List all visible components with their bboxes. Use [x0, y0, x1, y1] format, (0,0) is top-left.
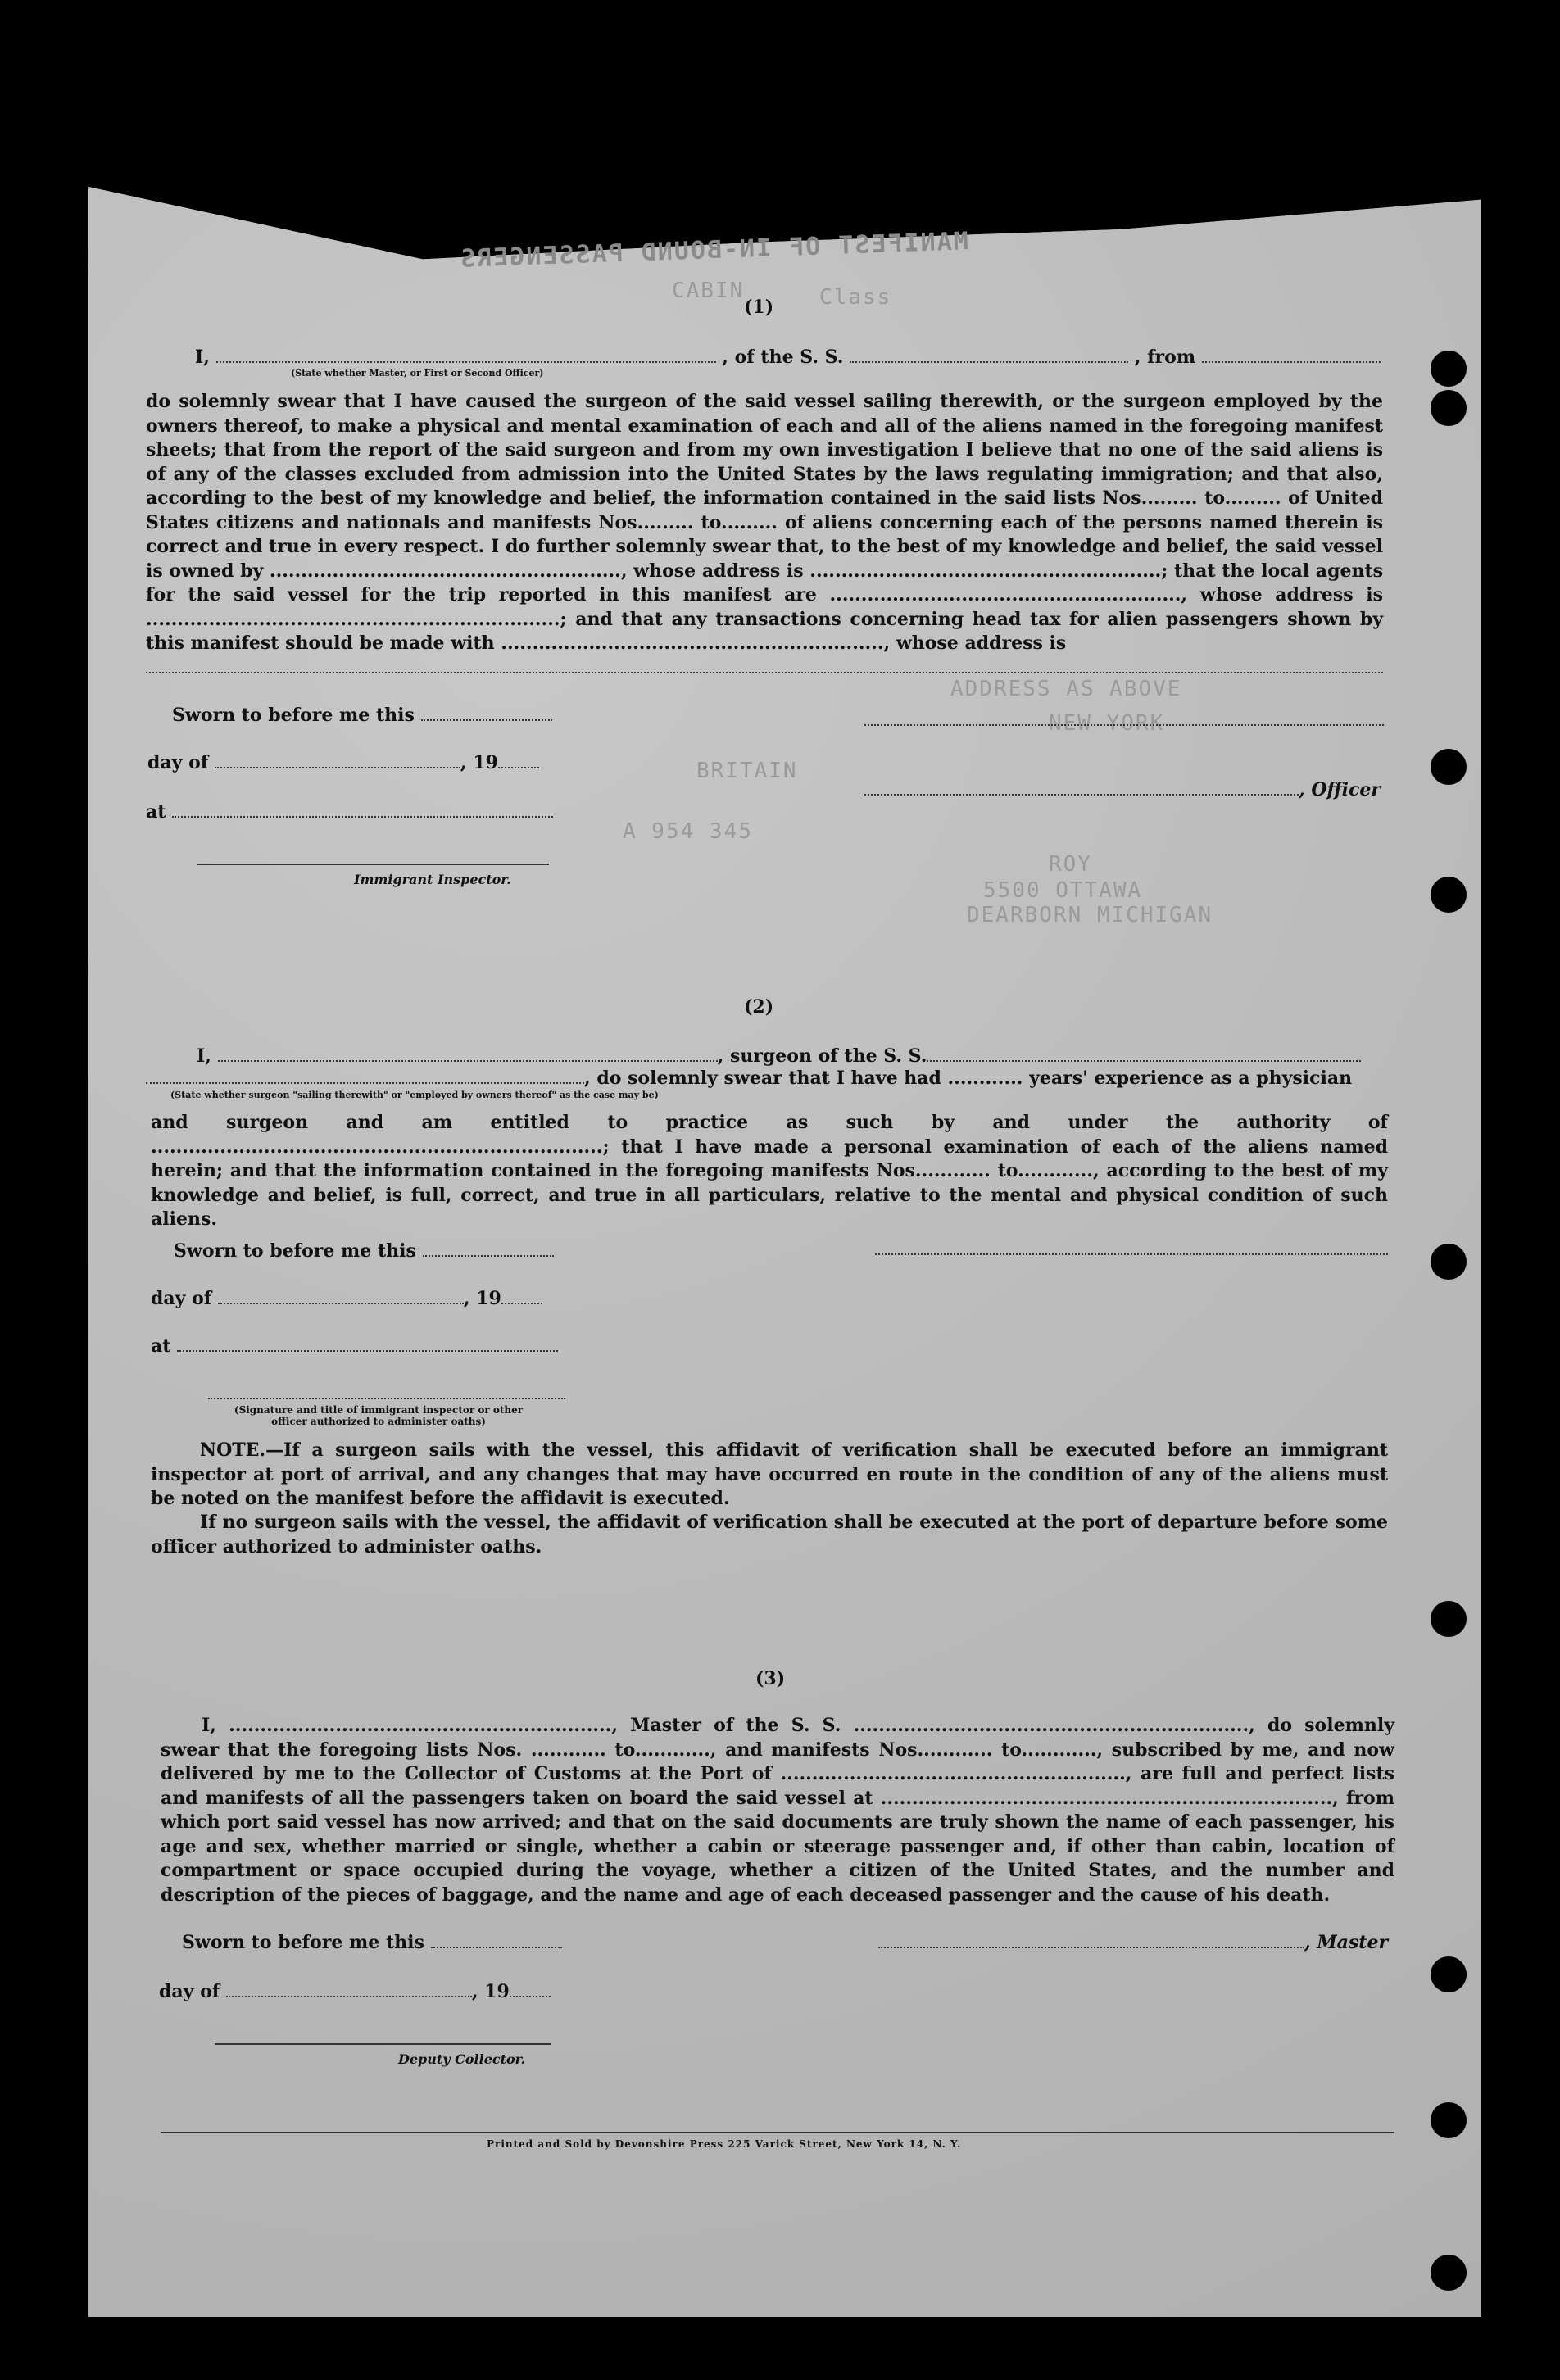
section1-officer: , Officer — [864, 781, 1381, 799]
section1-day-of: day of , 19 — [147, 754, 539, 772]
punch-hole — [1431, 877, 1467, 913]
section3-collector-line — [215, 2043, 551, 2045]
bleed-through-line: ADDRESS AS ABOVE — [950, 677, 1182, 701]
bleed-through-header: MANIFEST OF IN-BOUND PASSENGERS — [458, 227, 969, 274]
section2-day-of: day of , 19 — [151, 1290, 542, 1308]
section3-master: , Master — [878, 1933, 1388, 1952]
section2-sworn: Sworn to before me this — [174, 1242, 554, 1260]
section2-inspector-line — [208, 1398, 565, 1399]
section2-caption: (Signature and title of immigrant inspector or other officer authorized to administer oaths) — [234, 1404, 524, 1427]
section1-line1 — [195, 348, 1381, 366]
from-label: , from — [1134, 347, 1196, 368]
footer-rule — [161, 2132, 1394, 2133]
section1-caption: Immigrant Inspector. — [354, 872, 511, 887]
section1-sworn: Sworn to before me this — [172, 706, 552, 724]
section2-signature-line — [875, 1253, 1388, 1255]
section1-note: (State whether Master, or First or Second Officer) — [291, 368, 544, 379]
section-number: (3) — [755, 1668, 786, 1689]
footer-printer: Printed and Sold by Devonshire Press 225 Varick Street, New York 14, N. Y. — [487, 2138, 962, 2150]
section2-note-para1: NOTE.—If a surgeon sails with the vessel, this affidavit of verification shall be executed before an immigrant inspector at port of arrival, and any changes that may have occurred en route in the condition of any of the aliens must be noted on the manifest before the affidavit is executed. — [151, 1439, 1388, 1509]
bleed-through-line: 5500 OTTAWA — [983, 878, 1143, 903]
punch-hole — [1431, 1601, 1467, 1637]
bleed-through-line: A 954 345 — [623, 819, 753, 844]
section2-at: at — [151, 1337, 558, 1355]
bleed-through-line: DEARBORN MICHIGAN — [967, 903, 1213, 927]
bleed-through-cabin: CABIN — [672, 279, 745, 303]
section-number: (1) — [744, 297, 774, 318]
bleed-through-line: BRITAIN — [696, 759, 798, 783]
punch-hole — [1431, 351, 1467, 387]
section2-note-para2: If no surgeon sails with the vessel, the affidavit of verification shall be executed at the port of departure before some officer authorized to administer oaths. — [151, 1512, 1388, 1557]
section1-rule — [146, 672, 1383, 673]
section1-paragraph: do solemnly swear that I have caused the surgeon of the said vessel sailing therewith, or the surgeon employed by the owners thereof, to make a physical and mental examination of each and all of the aliens named in the foregoing manifest sheets; that from the report of the said surgeon and from my own investigation I believe that no one of the said aliens is of any of the classes excluded from admission into the United States by the laws regulating immigration; and that also, according to the best of my knowledge and belief, the information contained in the said lists Nos......... to......... of United States citizens and nationals and manifests Nos......... to......... of aliens concerning each of the persons named therein is correct and true in every respect. I do further solemnly swear that, to the best of my knowledge and belief, the said vessel is owned by ........................................................, whose address is ........................................................; that the local agents for the said vessel for the trip reported in this manifest are ........................................................, whose address is ..................................................................; and that any transactions concerning head tax for alien passengers shown by this manifest should be made with ............................................................., whose address is — [146, 391, 1383, 654]
section-number: (2) — [744, 996, 774, 1018]
punch-hole — [1431, 1244, 1467, 1280]
section1-at: at — [146, 803, 553, 821]
section2-line1: I, , surgeon of the S. S. — [197, 1047, 1361, 1065]
section3-sworn: Sworn to before me this — [182, 1933, 562, 1952]
section2-paragraph: and surgeon and am entitled to practice as such by and under the authority of ........................................................................; that I have made a personal examination of each of the aliens named herein; and that the information contained in the foregoing manifests Nos............ to............, according to the best of my knowledge and belief, is full, correct, and true in all particulars, relative to the mental and physical condition of such aliens. — [151, 1112, 1388, 1230]
i-label: I, — [195, 347, 210, 368]
section2-note: (State whether surgeon "sailing therewith" or "employed by owners thereof" as the case may be) — [170, 1090, 659, 1100]
punch-hole — [1431, 2255, 1467, 2291]
punch-hole — [1431, 390, 1467, 426]
bleed-through-class: Class — [819, 285, 892, 310]
punch-hole — [1431, 1956, 1467, 1992]
punch-hole — [1431, 2102, 1467, 2138]
section2-line2: , do solemnly swear that I have had ............ years' experience as a physician — [146, 1069, 1352, 1087]
bleed-through-line: NEW YORK — [1049, 711, 1165, 736]
section3-caption: Deputy Collector. — [398, 2051, 526, 2067]
section3-paragraph: I, ............................................................., Master of the S. S. ..............................................................., do solemnly swear that the foregoing lists Nos. ............ to............, and manifests Nos............ to............, subscribed by me, and now delivered by me to the Collector of Customs at the Port of ......................................................., are full and perfect lists and manifests of all the passengers taken on board the said vessel at ........................................................................, from which port said vessel has now arrived; and that on the said documents are truly shown the name of each passenger, his age and sex, whether married or single, whether a cabin or steerage passenger and, if other than cabin, location of compartment or space occupied during the voyage, whether a citizen of the United States, and the number and description of the pieces of baggage, and the name and age of each deceased passenger and the cause of his death. — [161, 1715, 1394, 1906]
punch-hole — [1431, 749, 1467, 785]
section1-signature-line — [864, 724, 1384, 726]
section3-day-of: day of , 19 — [159, 1983, 551, 2001]
section1-inspector-line — [197, 864, 549, 865]
of-the-ss-label: , of the S. S. — [722, 347, 844, 368]
bleed-through-line: ROY — [1049, 852, 1092, 877]
